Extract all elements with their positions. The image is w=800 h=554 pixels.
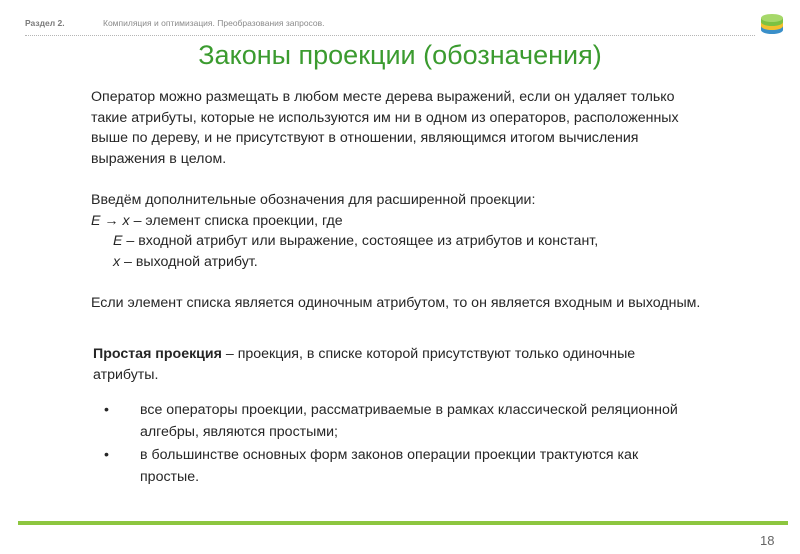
definition-text: – проекция, в списке которой присутствуют только одиночные атрибуты. bbox=[93, 346, 636, 383]
bullet-text: в большинстве основных форм законов операции проекции трактуются как простые. bbox=[140, 447, 639, 485]
notation-var-x: x bbox=[113, 253, 121, 270]
bullet-icon: • bbox=[104, 402, 109, 418]
slide-header bbox=[0, 0, 800, 40]
header-divider bbox=[25, 35, 755, 36]
footer-rule bbox=[18, 521, 788, 525]
header-subtitle: Компиляция и оптимизация. Преобразования запросов. bbox=[103, 18, 325, 28]
bullet-text: все операторы проекции, рассматриваемые в рамках классической реляционной алгебры, являются простыми; bbox=[140, 402, 678, 440]
notation-expression: E → x bbox=[91, 212, 130, 229]
slide-title: Законы проекции (обозначения) bbox=[198, 40, 602, 70]
notation-var-E: E bbox=[113, 233, 123, 249]
paragraph-single-attribute: Если элемент списка является одиночным атрибутом, то он является входным и выходным. bbox=[91, 295, 701, 311]
notation-line-element: E → x – элемент списка проекции, где bbox=[91, 212, 343, 229]
section-label: Раздел 2. bbox=[25, 18, 65, 28]
paragraph-operator-placement: Оператор можно размещать в любом месте дерева выражений, если он удаляет только такие атрибуты, которые не используются им ни в одном из операторов, расположенных выше по дереву, и не присутствуют в отношении, являющимся итогом вычисления выражения в целом. bbox=[91, 89, 679, 167]
definition-term: Простая проекция bbox=[93, 346, 222, 362]
paragraph-notation-intro: Введём дополнительные обозначения для расширенной проекции: bbox=[91, 192, 536, 208]
notation-line-input: E – входной атрибут или выражение, состоящее из атрибутов и констант, bbox=[113, 233, 599, 249]
bullet-icon: • bbox=[104, 447, 109, 463]
notation-line-output: x – выходной атрибут. bbox=[113, 253, 258, 270]
stacked-discs-logo-icon bbox=[757, 13, 787, 35]
definition-simple-projection bbox=[93, 344, 703, 385]
main-content bbox=[91, 87, 711, 314]
page-number: 18 bbox=[760, 533, 775, 548]
